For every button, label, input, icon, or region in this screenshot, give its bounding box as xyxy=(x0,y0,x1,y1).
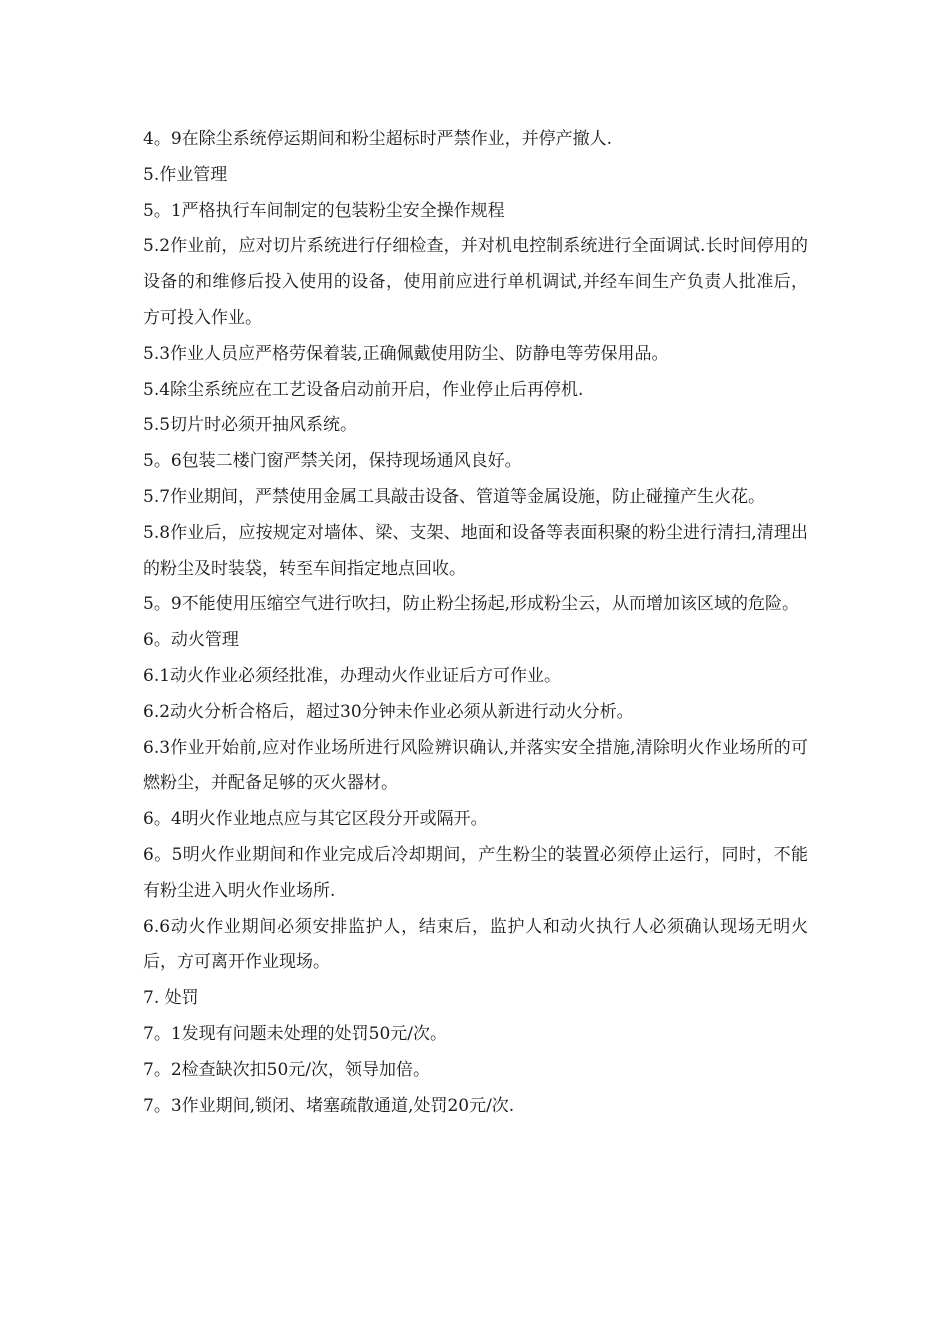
paragraph-5-3: 5.3作业人员应严格劳保着装,正确佩戴使用防尘、防静电等劳保用品。 xyxy=(143,343,669,364)
paragraph-7-1: 7。1发现有问题未处理的处罚50元/次。 xyxy=(143,1023,447,1044)
paragraph-5-1: 5。1严格执行车间制定的包装粉尘安全操作规程 xyxy=(143,200,505,221)
paragraph-6-2: 6.2动火分析合格后，超过30分钟未作业必须从新进行动火分析。 xyxy=(143,701,634,722)
paragraph-6-6: 6.6动火作业期间必须安排监护人，结束后，监护人和动火执行人必须确认现场无明火后，方可离开作业现场。 xyxy=(143,916,808,973)
paragraph-6-5: 6。5明火作业期间和作业完成后冷却期间，产生粉尘的装置必须停止运行，同时，不能有粉尘进入明火作业场所. xyxy=(143,844,808,901)
paragraph-7-2: 7。2检查缺次扣50元/次，领导加倍。 xyxy=(143,1059,430,1080)
paragraph-4-9: 4。9在除尘系统停运期间和粉尘超标时严禁作业，并停产撤人. xyxy=(143,129,613,149)
paragraph-6-1: 6.1动火作业必须经批准，办理动火作业证后方可作业。 xyxy=(143,665,562,686)
paragraph-5-8: 5.8作业后，应按规定对墙体、梁、支架、地面和设备等表面积聚的粉尘进行清扫,清理出的粉尘及时装袋，转至车间指定地点回收。 xyxy=(143,522,808,579)
paragraph-5-7: 5.7作业期间，严禁使用金属工具敲击设备、管道等金属设施，防止碰撞产生火花。 xyxy=(143,486,766,507)
paragraph-5-2: 5.2作业前，应对切片系统进行仔细检查，并对机电控制系统进行全面调试.长时间停用的设备的和维修后投入使用的设备，使用前应进行单机调试,并经车间生产负责人批准后，方可投入作业。 xyxy=(143,236,808,328)
paragraph-6-3: 6.3作业开始前,应对作业场所进行风险辨识确认,并落实安全措施,清除明火作业场所的可燃粉尘，并配备足够的灭火器材。 xyxy=(143,737,808,794)
heading-5-work-management: 5.作业管理 xyxy=(143,164,228,185)
paragraph-5-5: 5.5切片时必须开抽风系统。 xyxy=(143,415,358,436)
paragraph-5-9: 5。9不能使用压缩空气进行吹扫，防止粉尘扬起,形成粉尘云，从而增加该区域的危险。 xyxy=(143,594,800,615)
heading-7-penalties: 7. 处罚 xyxy=(143,988,199,1009)
paragraph-7-3: 7。3作业期间,锁闭、堵塞疏散通道,处罚20元/次. xyxy=(143,1095,515,1116)
paragraph-5-6: 5。6包装二楼门窗严禁关闭，保持现场通风良好。 xyxy=(143,451,522,472)
heading-6-hot-work-management: 6。动火管理 xyxy=(143,630,239,651)
paragraph-5-4: 5.4除尘系统应在工艺设备启动前开启，作业停止后再停机. xyxy=(143,379,584,400)
paragraph-6-4: 6。4明火作业地点应与其它区段分开或隔开。 xyxy=(143,809,488,830)
document-body xyxy=(143,122,808,1124)
